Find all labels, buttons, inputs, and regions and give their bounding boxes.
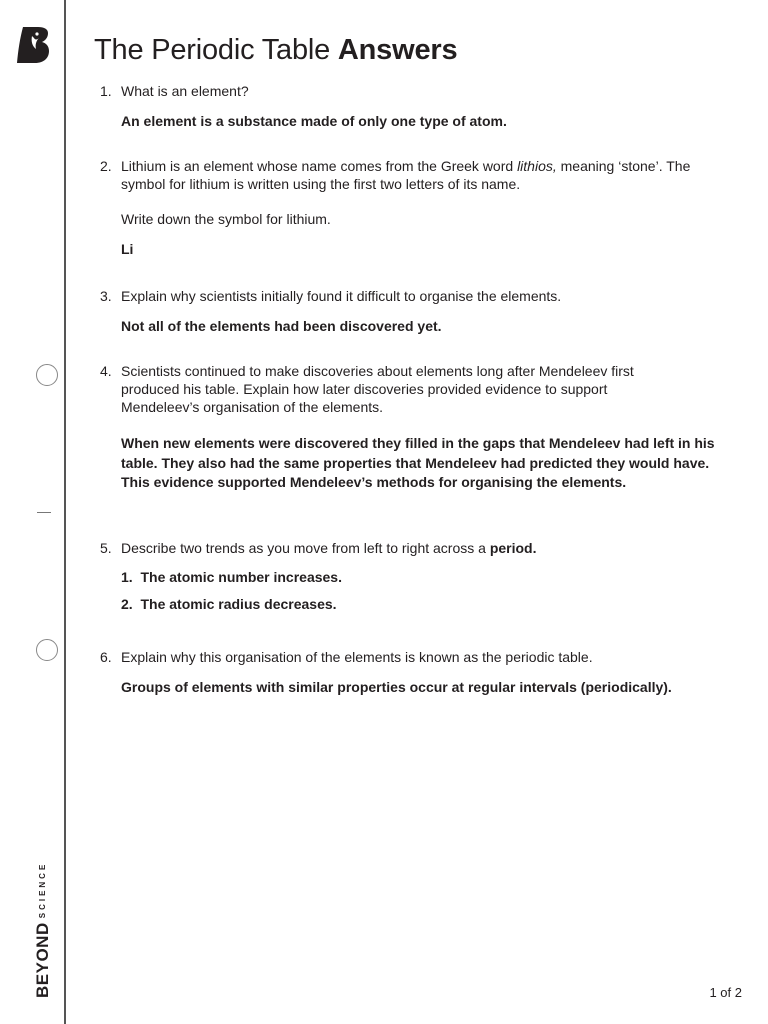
question-number: 6. <box>100 649 112 665</box>
margin-line <box>64 0 66 1024</box>
answer-text: Not all of the elements had been discovered yet. <box>121 318 442 334</box>
title-main: The Periodic Table <box>94 34 331 66</box>
beyond-logo-icon <box>15 24 51 66</box>
answer-text: An element is a substance made of only one type of atom. <box>121 113 507 129</box>
question-4 <box>100 362 730 493</box>
answer-text: When new elements were discovered they filled in the gaps that Mendeleev had left in his table. They also had the same properties that Mendeleev had predicted they would have. This evidence supported Mendeleev’s methods for organising the elements. <box>121 435 715 490</box>
question-text: What is an element? <box>121 83 249 99</box>
punch-hole <box>36 364 58 386</box>
question-number: 4. <box>100 363 112 379</box>
brand-main: BEYOND <box>33 922 52 998</box>
question-prompt: Write down the symbol for lithium. <box>121 211 331 227</box>
question-number: 5. <box>100 540 112 556</box>
answer-text: Groups of elements with similar properties occur at regular intervals (periodically). <box>121 679 672 695</box>
question-1 <box>100 82 730 132</box>
question-text: Explain why this organisation of the elements is known as the periodic table. <box>121 649 593 665</box>
list-item: 1. The atomic number increases. <box>121 569 342 585</box>
brand-sub: SCIENCE <box>38 861 47 919</box>
question-text: Lithium is an element whose name comes from the Greek word lithios, meaning ‘stone’. The symbol for lithium is written using the first two letters of its name. <box>121 158 691 192</box>
question-number: 1. <box>100 83 112 99</box>
period-keyword: period. <box>489 540 537 556</box>
question-5 <box>100 539 730 613</box>
question-2 <box>100 157 730 260</box>
question-number: 3. <box>100 288 112 304</box>
fold-mark <box>37 512 51 513</box>
question-text: Scientists continued to make discoveries about elements long after Mendeleev first produced his table. Explain how later discoveries provided evidence to support Mendeleev’s organisation of the elements. <box>121 363 634 415</box>
page-title <box>94 34 457 67</box>
answer-text: Li <box>121 241 134 257</box>
question-text: Describe two trends as you move from left to right across a period. <box>121 540 537 556</box>
question-text: Explain why scientists initially found it difficult to organise the elements. <box>121 288 562 304</box>
page-number: 1 of 2 <box>709 985 742 1000</box>
punch-hole <box>36 639 58 661</box>
brand-vertical <box>33 862 53 998</box>
greek-word: lithios, <box>517 158 557 174</box>
answer-list <box>121 568 730 613</box>
question-3 <box>100 287 730 337</box>
title-bold: Answers <box>337 34 458 66</box>
list-item: 2. The atomic radius decreases. <box>121 596 337 612</box>
question-6 <box>100 648 730 698</box>
question-number: 2. <box>100 158 112 174</box>
